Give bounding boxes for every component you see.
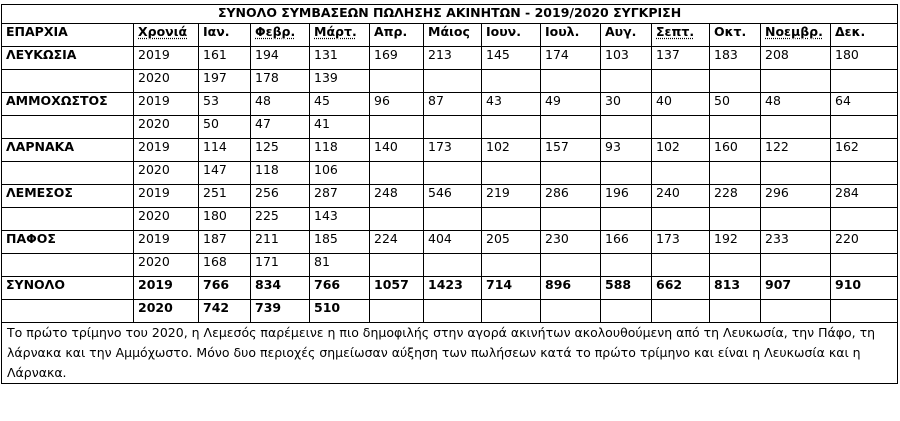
value-cell: 162 [831, 139, 898, 162]
value-cell: 30 [601, 93, 652, 116]
value-cell: 93 [601, 139, 652, 162]
table-row [2, 162, 898, 185]
value-cell [541, 116, 601, 139]
value-cell [601, 300, 652, 323]
value-cell: 510 [310, 300, 370, 323]
summary-note: Το πρώτο τρίμηνο του 2020, η Λεμεσός παρέμεινε η πιο δημοφιλής στην αγορά ακινήτων ακολουθούμενη από τη Λευκωσία, την Πάφο, τη λάρνακα και την Αμμόχωστο. Μόνο δυο περιοχές σημείωσαν αύξηση των πωλήσεων κατά το πρώτο τρίμηνο και είναι η Λευκωσία και η Λάρνακα. [2, 323, 898, 384]
value-cell: 48 [251, 93, 310, 116]
year-cell: 2020 [134, 162, 199, 185]
value-cell [652, 254, 710, 277]
table-row [2, 139, 898, 162]
value-cell: 45 [310, 93, 370, 116]
year-cell: 2020 [134, 254, 199, 277]
value-cell: 50 [199, 116, 251, 139]
value-cell: 173 [652, 231, 710, 254]
value-cell: 907 [761, 277, 831, 300]
value-cell [424, 116, 482, 139]
column-header: Φεβρ. [251, 24, 310, 47]
year-cell: 2020 [134, 300, 199, 323]
value-cell [601, 116, 652, 139]
value-cell: 256 [251, 185, 310, 208]
value-cell: 813 [710, 277, 761, 300]
column-header: Μάρτ. [310, 24, 370, 47]
table-row [2, 277, 898, 300]
value-cell: 41 [310, 116, 370, 139]
value-cell [601, 162, 652, 185]
value-cell [761, 70, 831, 93]
value-cell: 40 [652, 93, 710, 116]
value-cell: 230 [541, 231, 601, 254]
column-header: Ιουν. [482, 24, 541, 47]
value-cell [370, 208, 424, 231]
value-cell: 211 [251, 231, 310, 254]
table-row [2, 70, 898, 93]
value-cell: 106 [310, 162, 370, 185]
value-cell: 662 [652, 277, 710, 300]
value-cell [541, 208, 601, 231]
value-cell: 228 [710, 185, 761, 208]
value-cell [831, 300, 898, 323]
note-row [2, 323, 898, 384]
value-cell: 248 [370, 185, 424, 208]
value-cell [710, 162, 761, 185]
value-cell: 168 [199, 254, 251, 277]
sales-table [1, 4, 898, 384]
year-cell: 2019 [134, 185, 199, 208]
value-cell [652, 116, 710, 139]
value-cell: 286 [541, 185, 601, 208]
value-cell: 173 [424, 139, 482, 162]
table-body [2, 47, 898, 323]
value-cell: 48 [761, 93, 831, 116]
column-header: Απρ. [370, 24, 424, 47]
table-row [2, 254, 898, 277]
value-cell [710, 254, 761, 277]
value-cell [652, 162, 710, 185]
value-cell: 103 [601, 47, 652, 70]
year-cell: 2020 [134, 116, 199, 139]
value-cell: 87 [424, 93, 482, 116]
table-row [2, 116, 898, 139]
column-header: Χρονιά [134, 24, 199, 47]
value-cell [652, 208, 710, 231]
value-cell [482, 70, 541, 93]
value-cell: 1423 [424, 277, 482, 300]
value-cell: 178 [251, 70, 310, 93]
region-spacer [2, 254, 134, 277]
value-cell [831, 162, 898, 185]
value-cell: 53 [199, 93, 251, 116]
value-cell: 122 [761, 139, 831, 162]
value-cell: 169 [370, 47, 424, 70]
value-cell: 180 [831, 47, 898, 70]
value-cell: 197 [199, 70, 251, 93]
value-cell [370, 116, 424, 139]
value-cell: 118 [251, 162, 310, 185]
column-header: Μάιος [424, 24, 482, 47]
value-cell [601, 70, 652, 93]
table-row [2, 93, 898, 116]
region-name: ΑΜΜΟΧΩΣΤΟΣ [2, 93, 134, 116]
value-cell [710, 208, 761, 231]
value-cell [482, 300, 541, 323]
value-cell: 224 [370, 231, 424, 254]
value-cell [761, 254, 831, 277]
value-cell: 140 [370, 139, 424, 162]
value-cell: 284 [831, 185, 898, 208]
value-cell: 43 [482, 93, 541, 116]
year-cell: 2019 [134, 139, 199, 162]
value-cell: 192 [710, 231, 761, 254]
value-cell: 161 [199, 47, 251, 70]
value-cell: 102 [482, 139, 541, 162]
value-cell [831, 116, 898, 139]
value-cell [831, 208, 898, 231]
value-cell: 220 [831, 231, 898, 254]
value-cell [761, 116, 831, 139]
value-cell [482, 254, 541, 277]
column-header: Ιουλ. [541, 24, 601, 47]
value-cell [710, 300, 761, 323]
value-cell [601, 208, 652, 231]
table-row [2, 47, 898, 70]
value-cell [761, 300, 831, 323]
value-cell [601, 254, 652, 277]
value-cell: 114 [199, 139, 251, 162]
value-cell: 160 [710, 139, 761, 162]
value-cell [424, 300, 482, 323]
region-spacer [2, 300, 134, 323]
value-cell: 233 [761, 231, 831, 254]
value-cell: 96 [370, 93, 424, 116]
column-header: Ιαν. [199, 24, 251, 47]
value-cell: 225 [251, 208, 310, 231]
value-cell: 296 [761, 185, 831, 208]
region-name: ΛΑΡΝΑΚΑ [2, 139, 134, 162]
value-cell [424, 254, 482, 277]
year-cell: 2019 [134, 47, 199, 70]
region-spacer [2, 70, 134, 93]
value-cell: 766 [310, 277, 370, 300]
value-cell: 139 [310, 70, 370, 93]
value-cell [482, 116, 541, 139]
value-cell: 145 [482, 47, 541, 70]
value-cell: 240 [652, 185, 710, 208]
value-cell: 137 [652, 47, 710, 70]
value-cell [370, 300, 424, 323]
table-row [2, 231, 898, 254]
value-cell: 180 [199, 208, 251, 231]
year-cell: 2019 [134, 231, 199, 254]
value-cell [541, 254, 601, 277]
value-cell [541, 162, 601, 185]
column-header: Αυγ. [601, 24, 652, 47]
value-cell [761, 208, 831, 231]
value-cell: 742 [199, 300, 251, 323]
value-cell: 157 [541, 139, 601, 162]
year-cell: 2020 [134, 70, 199, 93]
table-row [2, 185, 898, 208]
value-cell [831, 254, 898, 277]
value-cell: 64 [831, 93, 898, 116]
value-cell [652, 300, 710, 323]
value-cell: 49 [541, 93, 601, 116]
column-header: ΕΠΑΡΧΙΑ [2, 24, 134, 47]
value-cell [424, 208, 482, 231]
value-cell: 588 [601, 277, 652, 300]
total-label: ΣΥΝΟΛΟ [2, 277, 134, 300]
value-cell: 196 [601, 185, 652, 208]
region-spacer [2, 208, 134, 231]
value-cell: 739 [251, 300, 310, 323]
value-cell: 171 [251, 254, 310, 277]
value-cell: 404 [424, 231, 482, 254]
value-cell [482, 162, 541, 185]
header-row [2, 24, 898, 47]
value-cell: 546 [424, 185, 482, 208]
value-cell: 208 [761, 47, 831, 70]
region-spacer [2, 116, 134, 139]
column-header: Νοεμβρ. [761, 24, 831, 47]
value-cell [370, 162, 424, 185]
value-cell [831, 70, 898, 93]
value-cell: 194 [251, 47, 310, 70]
value-cell: 896 [541, 277, 601, 300]
value-cell: 118 [310, 139, 370, 162]
region-name: ΛΕΥΚΩΣΙΑ [2, 47, 134, 70]
year-cell: 2019 [134, 93, 199, 116]
year-cell: 2019 [134, 277, 199, 300]
value-cell: 81 [310, 254, 370, 277]
value-cell: 219 [482, 185, 541, 208]
value-cell: 185 [310, 231, 370, 254]
value-cell: 174 [541, 47, 601, 70]
value-cell: 125 [251, 139, 310, 162]
region-name: ΛΕΜΕΣΟΣ [2, 185, 134, 208]
value-cell: 131 [310, 47, 370, 70]
sales-comparison-document [1, 4, 897, 384]
value-cell [652, 70, 710, 93]
column-header: Οκτ. [710, 24, 761, 47]
column-header: Δεκ. [831, 24, 898, 47]
year-cell: 2020 [134, 208, 199, 231]
region-spacer [2, 162, 134, 185]
value-cell: 187 [199, 231, 251, 254]
table-row [2, 300, 898, 323]
value-cell: 1057 [370, 277, 424, 300]
value-cell [482, 208, 541, 231]
value-cell [710, 116, 761, 139]
value-cell [541, 300, 601, 323]
value-cell [370, 70, 424, 93]
value-cell: 102 [652, 139, 710, 162]
value-cell [761, 162, 831, 185]
region-name: ΠΑΦΟΣ [2, 231, 134, 254]
value-cell: 183 [710, 47, 761, 70]
value-cell: 213 [424, 47, 482, 70]
value-cell: 205 [482, 231, 541, 254]
value-cell: 251 [199, 185, 251, 208]
value-cell [370, 254, 424, 277]
value-cell: 910 [831, 277, 898, 300]
value-cell: 50 [710, 93, 761, 116]
table-title: ΣΥΝΟΛΟ ΣΥΜΒΑΣΕΩΝ ΠΩΛΗΣΗΣ ΑΚΙΝΗΤΩΝ - 2019/2020 ΣΥΓΚΡΙΣΗ [2, 5, 898, 24]
value-cell [424, 70, 482, 93]
value-cell: 147 [199, 162, 251, 185]
column-header: Σεπτ. [652, 24, 710, 47]
value-cell: 834 [251, 277, 310, 300]
value-cell: 143 [310, 208, 370, 231]
value-cell: 714 [482, 277, 541, 300]
value-cell [424, 162, 482, 185]
title-row [2, 5, 898, 24]
value-cell: 166 [601, 231, 652, 254]
value-cell: 766 [199, 277, 251, 300]
value-cell [541, 70, 601, 93]
value-cell: 47 [251, 116, 310, 139]
value-cell [710, 70, 761, 93]
table-row [2, 208, 898, 231]
value-cell: 287 [310, 185, 370, 208]
